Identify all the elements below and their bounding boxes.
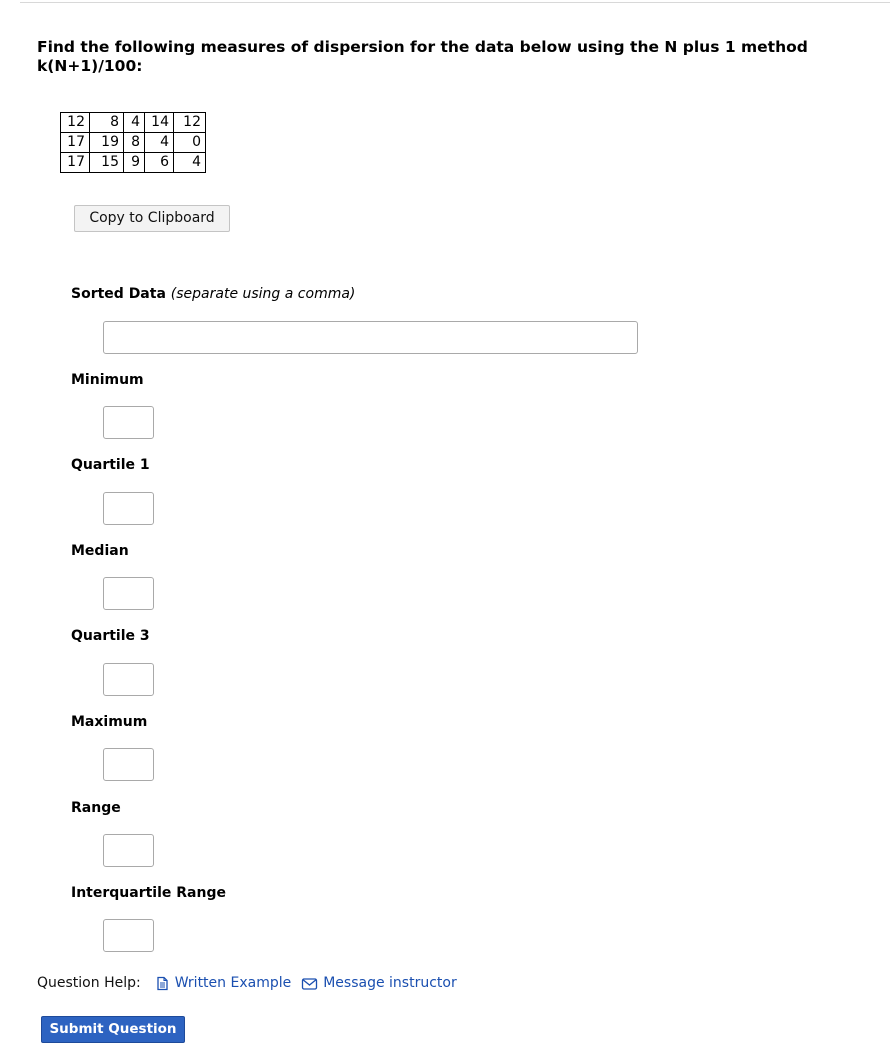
table-cell: 0 xyxy=(174,133,206,153)
prompt-line-2: k(N+1)/100: xyxy=(37,57,143,75)
maximum-label: Maximum xyxy=(71,714,148,730)
message-instructor-label: Message instructor xyxy=(323,975,457,991)
interquartile-range-label: Interquartile Range xyxy=(71,885,226,901)
question-prompt xyxy=(37,38,837,76)
copy-to-clipboard-button[interactable]: Copy to Clipboard xyxy=(74,205,230,232)
data-table xyxy=(60,112,206,173)
table-cell: 4 xyxy=(174,153,206,173)
table-cell: 17 xyxy=(61,153,90,173)
question-help xyxy=(37,975,467,991)
maximum-input[interactable] xyxy=(103,748,154,781)
table-row xyxy=(61,133,206,153)
sorted-data-input[interactable] xyxy=(103,321,638,354)
written-example-label: Written Example xyxy=(174,975,292,991)
minimum-input[interactable] xyxy=(103,406,154,439)
table-cell: 8 xyxy=(124,133,145,153)
table-cell: 19 xyxy=(90,133,124,153)
envelope-icon xyxy=(301,976,318,991)
table-row xyxy=(61,153,206,173)
table-cell: 12 xyxy=(174,113,206,133)
quartile-1-label: Quartile 1 xyxy=(71,457,150,473)
table-cell: 17 xyxy=(61,133,90,153)
question-help-label: Question Help: xyxy=(37,975,141,991)
table-cell: 15 xyxy=(90,153,124,173)
written-example-link[interactable] xyxy=(155,975,292,991)
prompt-line-1: Find the following measures of dispersion for the data below using the N plus 1 method xyxy=(37,38,808,56)
table-cell: 4 xyxy=(145,133,174,153)
median-input[interactable] xyxy=(103,577,154,610)
document-icon xyxy=(155,976,170,991)
table-cell: 6 xyxy=(145,153,174,173)
sorted-data-hint: (separate using a comma) xyxy=(170,286,356,302)
range-input[interactable] xyxy=(103,834,154,867)
interquartile-range-input[interactable] xyxy=(103,919,154,952)
quartile-3-label: Quartile 3 xyxy=(71,628,150,644)
quartile-3-input[interactable] xyxy=(103,663,154,696)
quartile-1-input[interactable] xyxy=(103,492,154,525)
table-row xyxy=(61,113,206,133)
top-divider xyxy=(20,2,890,3)
table-cell: 14 xyxy=(145,113,174,133)
sorted-data-label xyxy=(71,286,355,302)
submit-question-button[interactable]: Submit Question xyxy=(41,1016,185,1043)
minimum-label: Minimum xyxy=(71,372,144,388)
message-instructor-link[interactable] xyxy=(301,975,457,991)
table-cell: 8 xyxy=(90,113,124,133)
table-cell: 4 xyxy=(124,113,145,133)
sorted-data-label-text: Sorted Data xyxy=(71,286,166,302)
range-label: Range xyxy=(71,800,121,816)
median-label: Median xyxy=(71,543,129,559)
table-cell: 9 xyxy=(124,153,145,173)
table-cell: 12 xyxy=(61,113,90,133)
